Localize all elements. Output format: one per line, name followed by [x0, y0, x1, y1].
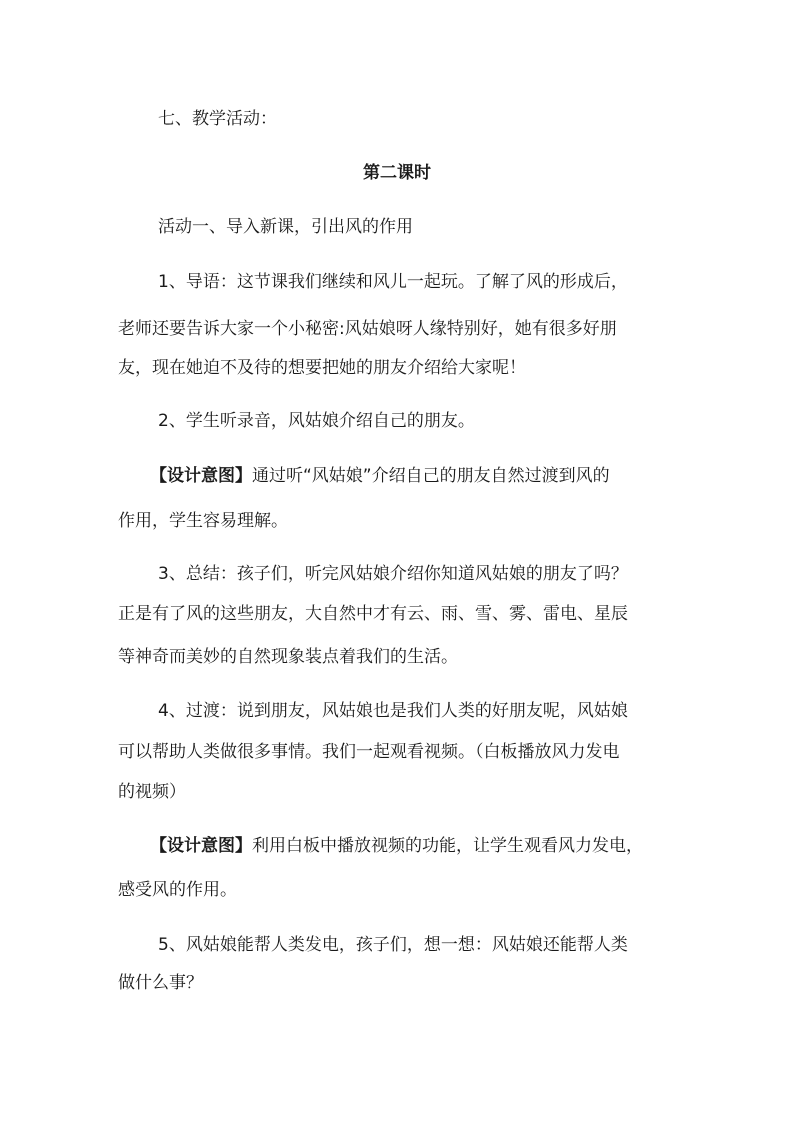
- paragraph-1-line-1: 1、导语：这节课我们继续和风儿一起玩。了解了风的形成后，: [158, 272, 628, 292]
- design-intent-label: 【设计意图】: [150, 836, 252, 856]
- paragraph-1-line-3: 友，现在她迫不及待的想要把她的朋友介绍给大家呢！: [118, 358, 526, 378]
- paragraph-3-line-2: 正是有了风的这些朋友，大自然中才有云、雨、雪、雾、雷电、星辰: [118, 604, 628, 624]
- paragraph-4-line-1: 4、过渡：说到朋友，风姑娘也是我们人类的好朋友呢，风姑娘: [158, 701, 628, 721]
- paragraph-4-line-2: 可以帮助人类做很多事情。我们一起观看视频。（白板播放风力发电: [118, 742, 620, 762]
- design-intent-label: 【设计意图】: [150, 466, 252, 486]
- design-intent-2-line-2: 感受风的作用。: [118, 880, 237, 900]
- design-intent-1-line-1: [150, 465, 710, 487]
- lesson-title: 第二课时: [363, 163, 431, 183]
- paragraph-1-line-2: 老师还要告诉大家一个小秘密:风姑娘呀人缘特别好，她有很多好朋: [118, 319, 617, 339]
- design-intent-2-text: 利用白板中播放视频的功能，让学生观看风力发电，: [252, 836, 643, 856]
- paragraph-2: 2、学生听录音，风姑娘介绍自己的朋友。: [158, 411, 475, 431]
- design-intent-1-text: 通过听“风姑娘”介绍自己的朋友自然过渡到风的: [252, 466, 610, 486]
- activity-heading: 活动一、导入新课，引出风的作用: [158, 217, 413, 237]
- paragraph-3-line-3: 等神奇而美妙的自然现象装点着我们的生活。: [118, 647, 458, 667]
- paragraph-5-line-1: 5、风姑娘能帮人类发电，孩子们，想一想：风姑娘还能帮人类: [158, 935, 628, 955]
- section-heading: 七、教学活动：: [158, 109, 277, 129]
- design-intent-2-line-1: [150, 835, 710, 857]
- paragraph-5-line-2: 做什么事？: [118, 973, 203, 993]
- paragraph-4-line-3: 的视频）: [118, 782, 186, 802]
- paragraph-3-line-1: 3、总结：孩子们，听完风姑娘介绍你知道风姑娘的朋友了吗？: [158, 564, 628, 584]
- design-intent-1-line-2: 作用，学生容易理解。: [118, 511, 288, 531]
